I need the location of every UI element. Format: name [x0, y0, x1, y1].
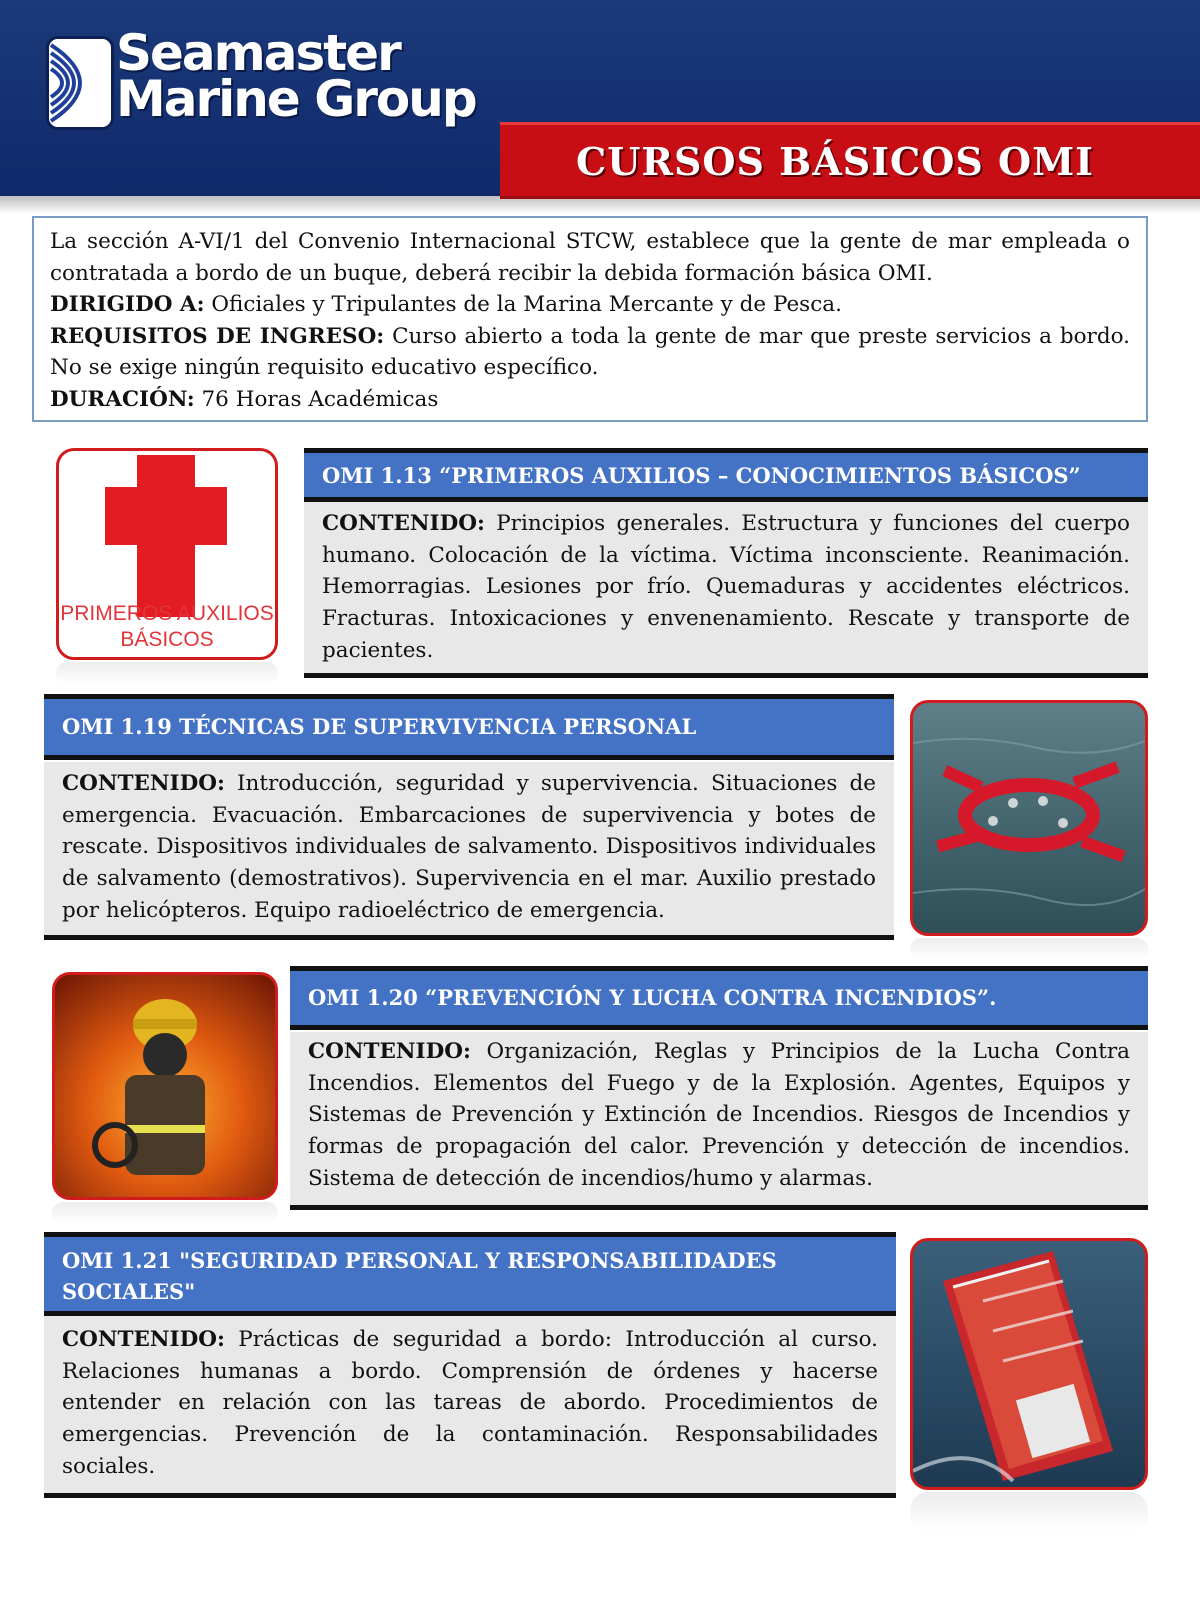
duracion-label: DURACIÓN: [50, 386, 195, 412]
company-name [116, 24, 476, 128]
page-header [0, 0, 1200, 196]
tanker-ship-reflection [910, 1492, 1148, 1532]
title-banner [500, 122, 1200, 199]
sea-survival-image [910, 700, 1148, 936]
intro-text: La sección A-VI/1 del Convenio Internacional STCW, establece que la gente de mar empleada o contratada a bordo de un buque, deberá recibir la debida formación básica OMI. [50, 229, 1130, 286]
sea-survival-reflection [910, 938, 1148, 960]
course-113-content-label: CONTENIDO: [322, 511, 485, 536]
dirigido-value: Oficiales y Tripulantes de la Marina Mercante y de Pesca. [204, 292, 842, 317]
company-name-line2: Marine Group [116, 70, 476, 128]
dirigido-label: DIRIGIDO A: [50, 292, 205, 317]
company-name-line1: Seamaster [116, 24, 400, 82]
course-121-title-text: OMI 1.21 "SEGURIDAD PERSONAL Y RESPONSABILIDADES SOCIALES" [62, 1248, 777, 1304]
course-121-title [44, 1232, 896, 1316]
firefighter-image [52, 972, 278, 1200]
course-113-title [304, 448, 1148, 502]
course-120-title [290, 966, 1148, 1030]
course-113-content: Principios generales. Estructura y funciones del cuerpo humano. Colocación de la víctima. Víctima inconsciente. Reanimación. Hemorragias. Lesiones por frío. Quemaduras y accidentes eléctricos. Fracturas. Intoxicaciones y envenenamiento. Rescate y transporte de pacientes. [322, 511, 1130, 663]
requisitos-label: REQUISITOS DE INGRESO: [50, 323, 385, 349]
first-aid-caption-line1: PRIMEROS AUXILIOS [60, 602, 274, 625]
course-119-content-label: CONTENIDO: [62, 771, 225, 796]
firefighter-reflection [52, 1202, 278, 1224]
course-113-body [304, 502, 1148, 678]
ship-icon [913, 1241, 1145, 1487]
first-aid-image [56, 448, 278, 660]
course-119-body [44, 762, 894, 940]
requisitos-value: Curso abierto a toda la gente de mar que preste servicios a bordo. No se exige ningún requisito educativo específico. [50, 323, 1130, 380]
survival-circle-icon [913, 703, 1145, 933]
course-121-content-label: CONTENIDO: [62, 1327, 225, 1352]
course-120-content: Organización, Reglas y Principios de la Lucha Contra Incendios. Elementos del Fuego y de la Explosión. Agentes, Equipos y Sistemas de Prevención y Extinción de Incendios. Riesgos de Incendios y formas de propagación del calor. Prevención y detección de incendios. Sistema de detección de incendios/humo y alarmas. [308, 1039, 1130, 1191]
header-shadow [0, 196, 1200, 214]
course-120-title-text: OMI 1.20 “PREVENCIÓN Y LUCHA CONTRA INCENDIOS”. [308, 985, 997, 1010]
firefighter-icon [55, 975, 275, 1197]
duracion-value: 76 Horas Académicas [194, 386, 439, 412]
tanker-ship-image [910, 1238, 1148, 1490]
course-120-content-label: CONTENIDO: [308, 1039, 471, 1064]
course-121-content: Prácticas de seguridad a bordo: Introducción al curso. Relaciones humanas a bordo. Comprensión de órdenes y hacerse entender en relación con las tareas de abordo. Procedimientos de emergencias. Prevención de la contaminación. Responsabilidades sociales. [62, 1327, 878, 1479]
course-120-body [290, 1032, 1148, 1210]
intro-box [32, 216, 1148, 422]
first-aid-reflection [56, 662, 278, 684]
page-title: CURSOS BÁSICOS OMI [576, 139, 1094, 184]
course-119-title [44, 694, 894, 760]
company-logo-icon [46, 36, 114, 130]
first-aid-caption-line2: BÁSICOS [120, 628, 214, 651]
course-119-content: Introducción, seguridad y supervivencia. Situaciones de emergencia. Evacuación. Embarcaciones de supervivencia y botes de rescate. Dispositivos individuales de salvamento. Dispositivos individuales de salvamento (demostrativos). Supervivencia en el mar. Auxilio prestado por helicópteros. Equipo radioeléctrico de emergencia. [62, 771, 876, 923]
course-113-title-text: OMI 1.13 “PRIMEROS AUXILIOS – CONOCIMIENTOS BÁSICOS” [322, 463, 1081, 488]
course-121-body [44, 1316, 896, 1498]
course-119-title-text: OMI 1.19 TÉCNICAS DE SUPERVIVENCIA PERSONAL [62, 714, 697, 739]
